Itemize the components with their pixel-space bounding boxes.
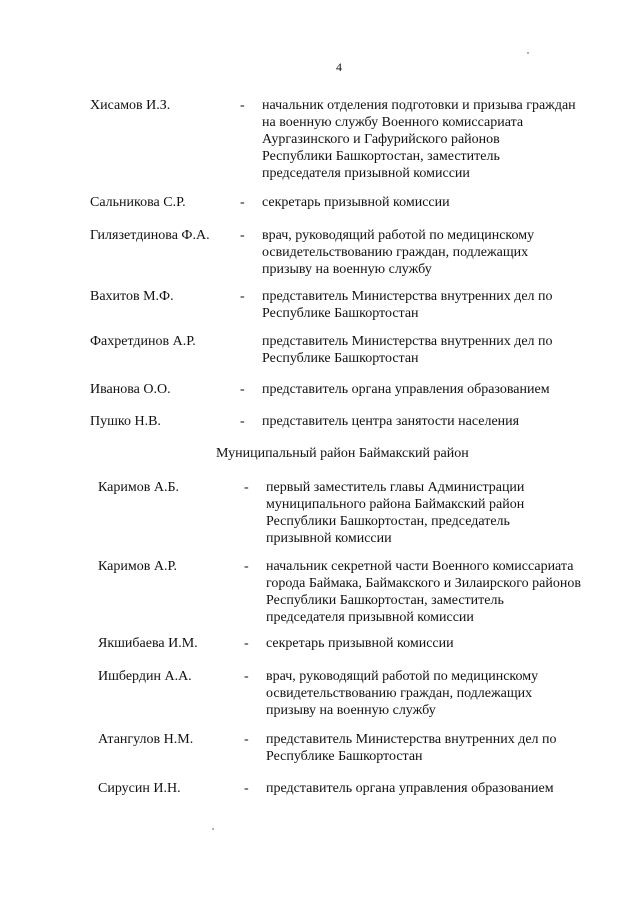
- member-role: [266, 668, 611, 719]
- member-name: Каримов А.Б.: [98, 480, 179, 495]
- separator-dash: -: [244, 781, 249, 796]
- member-role: [262, 227, 607, 278]
- member-name: Якшибаева И.М.: [98, 636, 198, 651]
- role-line: врач, руководящий работой по медицинскому: [266, 669, 539, 684]
- role-line: Республики Башкортостан, заместитель: [266, 593, 504, 608]
- member-role: [262, 288, 607, 322]
- separator-dash: -: [240, 382, 245, 397]
- role-line: представитель Министерства внутренних дел по: [266, 732, 557, 747]
- separator-dash: -: [244, 559, 249, 574]
- role-line: призыву на военную службу: [266, 703, 436, 718]
- scan-speck: [527, 52, 529, 54]
- role-line: врач, руководящий работой по медицинскому: [262, 228, 535, 243]
- member-role: [262, 194, 607, 211]
- role-line: председателя призывной комиссии: [266, 610, 474, 625]
- member-role: [266, 780, 611, 797]
- member-name: Пушко Н.В.: [90, 414, 161, 429]
- member-name: Ишбердин А.А.: [98, 669, 192, 684]
- separator-dash: -: [244, 732, 249, 747]
- member-name: Гилязетдинова Ф.А.: [90, 228, 210, 243]
- role-line: Республики Башкортостан, председатель: [266, 514, 510, 529]
- member-name: Иванова О.О.: [90, 382, 171, 397]
- member-name: Сирусин И.Н.: [98, 781, 181, 796]
- page-number: 4: [336, 60, 342, 74]
- member-role: [262, 381, 607, 398]
- role-line: Аургазинского и Гафурийского районов: [262, 132, 500, 147]
- role-line: призывной комиссии: [266, 531, 392, 546]
- role-line: первый заместитель главы Администрации: [266, 480, 525, 495]
- member-name: Фахретдинов А.Р.: [90, 334, 196, 349]
- section-heading: Муниципальный район Баймакский район: [216, 446, 469, 461]
- member-role: [266, 635, 611, 652]
- role-line: представитель органа управления образованием: [262, 382, 550, 397]
- role-line: освидетельствованию граждан, подлежащих: [262, 245, 529, 260]
- member-name: Каримов А.Р.: [98, 559, 177, 574]
- role-line: Республике Башкортостан: [262, 351, 419, 366]
- role-line: секретарь призывной комиссии: [266, 636, 454, 651]
- role-line: на военную службу Военного комиссариата: [262, 115, 524, 130]
- member-role: [262, 413, 607, 430]
- member-role: [262, 97, 607, 182]
- member-role: [266, 558, 611, 626]
- separator-dash: -: [244, 669, 249, 684]
- separator-dash: -: [240, 289, 245, 304]
- member-role: [266, 479, 611, 547]
- role-line: секретарь призывной комиссии: [262, 195, 450, 210]
- role-line: Республике Башкортостан: [262, 306, 419, 321]
- role-line: призыву на военную службу: [262, 262, 432, 277]
- separator-dash: -: [244, 636, 249, 651]
- role-line: председателя призывной комиссии: [262, 166, 470, 181]
- role-line: представитель центра занятости населения: [262, 414, 520, 429]
- separator-dash: -: [240, 195, 245, 210]
- member-role: [262, 333, 607, 367]
- role-line: Республике Башкортостан: [266, 749, 423, 764]
- role-line: начальник отделения подготовки и призыва граждан: [262, 98, 576, 113]
- role-line: начальник секретной части Военного комиссариата: [266, 559, 574, 574]
- separator-dash: -: [240, 228, 245, 243]
- separator-dash: -: [240, 98, 245, 113]
- separator-dash: -: [244, 480, 249, 495]
- role-line: освидетельствованию граждан, подлежащих: [266, 686, 533, 701]
- scan-speck: [212, 828, 214, 830]
- member-name: Вахитов М.Ф.: [90, 289, 174, 304]
- member-name: Сальникова С.Р.: [90, 195, 186, 210]
- member-role: [266, 731, 611, 765]
- role-line: представитель Министерства внутренних дел по: [262, 289, 553, 304]
- role-line: Республики Башкортостан, заместитель: [262, 149, 500, 164]
- member-name: Атангулов Н.М.: [98, 732, 194, 747]
- role-line: муниципального района Баймакский район: [266, 497, 525, 512]
- role-line: города Баймака, Баймакского и Зилаирского районов: [266, 576, 581, 591]
- role-line: представитель Министерства внутренних дел по: [262, 334, 553, 349]
- separator-dash: -: [240, 414, 245, 429]
- member-name: Хисамов И.З.: [90, 98, 171, 113]
- role-line: представитель органа управления образованием: [266, 781, 554, 796]
